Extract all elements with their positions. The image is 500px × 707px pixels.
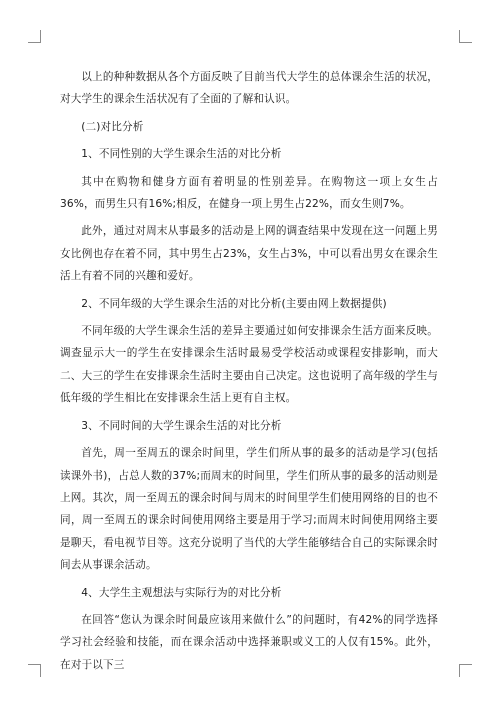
crop-mark-bottom-right (459, 664, 472, 677)
crop-mark-top-right (459, 30, 472, 43)
paragraph-gender-weekend: 此外，通过对周末从事最多的活动是上网的调查结果中发现在这一问题上男女比例也存在着不同，其中男生占23%，女生占3%，中可以看出男女在课余生活上有着不同的兴趣和爱好。 (60, 225, 438, 283)
paragraph-grade: 不同年级的大学生课余生活的差异主要通过如何安排课余生活方面来反映。调查显示大一的学生在安排课余生活时最易受学校活动或课程安排影响，而大二、大三的学生在安排课余生活时主要由自己决定。这也说明了高年级的学生与低年级的学生相比在安排课余生活上更有自主权。 (60, 325, 438, 405)
crop-mark-top-left (28, 30, 41, 43)
paragraph-summary: 以上的种种数据从各个方面反映了目前当代大学生的总体课余生活的状况，对大学生的课余生活状况有了全面的了解和认识。 (60, 71, 438, 106)
section-heading: (二)对比分析 (81, 120, 144, 133)
subheading-grade: 2、不同年级的大学生课余生活的对比分析(主要由网上数据提供) (81, 297, 387, 310)
paragraph-attitude: 在回答“您认为课余时间最应该用来做什么”的问题时，有42%的同学选择学习社会经验和技能，而在课余活动中选择兼职或义工的人仅有15%。此外，在对于以下三 (60, 613, 438, 671)
paragraph-gender-shopping: 其中在购物和健身方面有着明显的性别差异。在购物这一项上女生占36%，而男生只有16%;相反，在健身一项上男生占22%，而女生则7%。 (60, 175, 438, 211)
crop-mark-bottom-left (28, 664, 41, 677)
document-body (60, 66, 438, 681)
subheading-attitude: 4、大学生主观想法与实际行为的对比分析 (81, 586, 282, 599)
paragraph-time: 首先，周一至周五的课余时间里，学生们所从事的最多的活动是学习(包括读课外书)，占总人数的37%;而周末的时间里，学生们所从事的最多的活动则是上网。其次，周一至周五的课余时间与周末的时间里学生们使用网络的目的也不同，周一至周五的课余时间使用网络主要是用于学习;而周末时间使用网络主要是聊天，看电视节目等。这充分说明了当代的大学生能够结合自己的实际课余时间去从事课余活动。 (60, 447, 438, 572)
subheading-gender: 1、不同性别的大学生课余生活的对比分析 (81, 148, 282, 161)
subheading-time: 3、不同时间的大学生课余生活的对比分析 (81, 419, 282, 432)
